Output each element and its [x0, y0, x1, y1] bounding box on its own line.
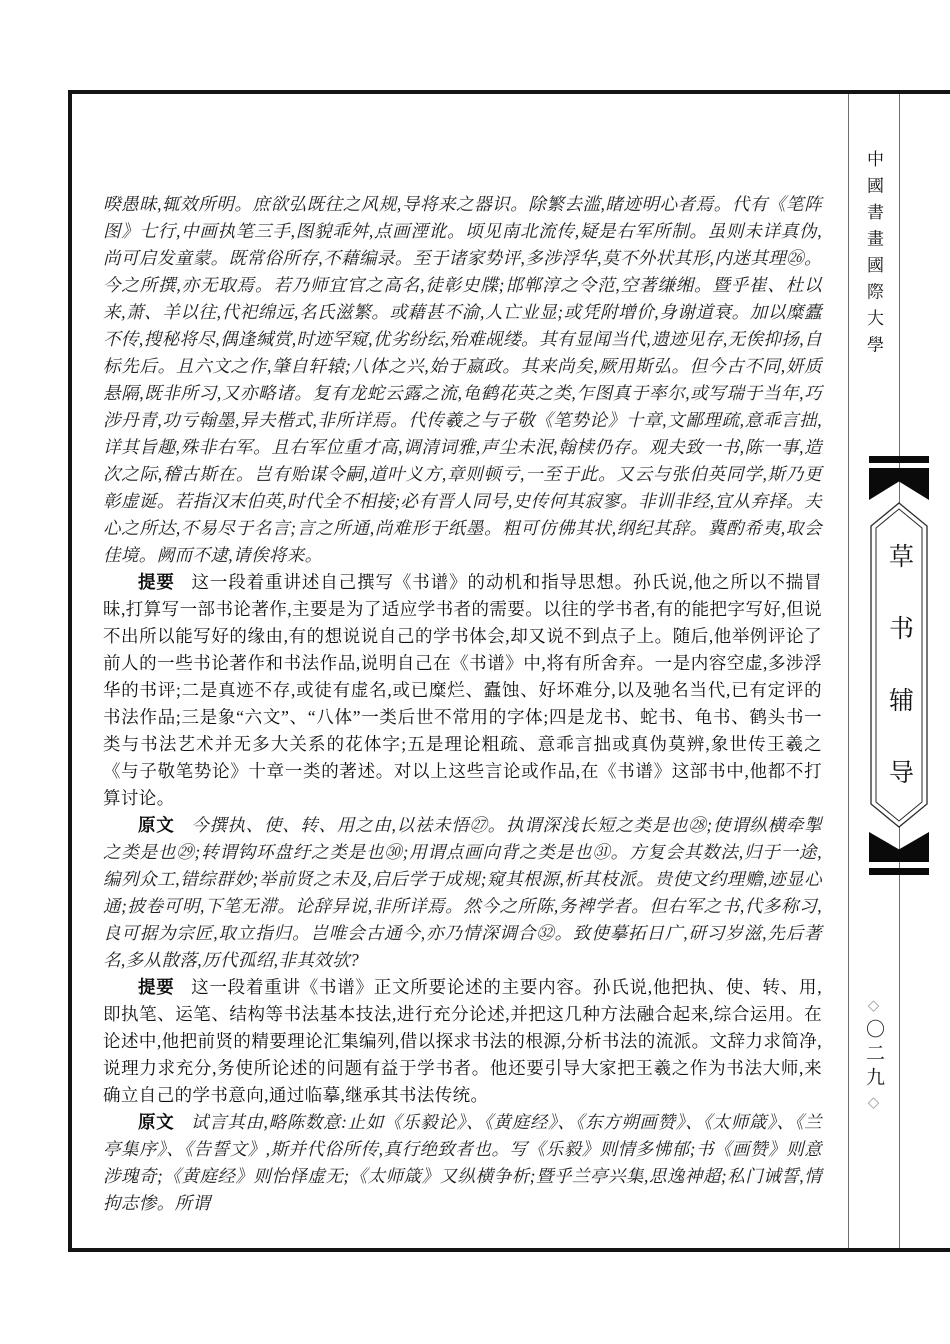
folio: [848, 999, 899, 1111]
chapter-banner: [869, 456, 929, 876]
paragraph-summary-1: [103, 569, 822, 812]
banner-top-bar: [869, 456, 929, 463]
original-text-1: 今撰执、使、转、用之由,以祛未悟㉗。执谓深浅长短之类是也㉘;使谓纵横牵掣之类是也㉙;转谓钩环盘纡之类是也㉚;用谓点画向背之类是也㉛。方复会其数法,归于一途,编列众工,错综群妙;举前贤之未及,启后学于成规;窥其根源,析其枝派。贵使文约理赡,迹显心通;披卷可明,下笔无滞。论辞异说,非所详焉。然今之所陈,务裨学者。但右军之书,代多称习,良可据为宗匠,取立指归。岂唯会古通今,亦乃情深调合㉜。致使摹拓日广,研习岁滋,先后著名,多从散落,历代孤绍,非其效欤?: [103, 815, 822, 970]
section-label-tiyao-1: 提要: [138, 572, 175, 592]
summary-text-2: 这一段着重讲《书谱》正文所要论述的主要内容。孙氏说,他把执、使、转、用,即执笔、运笔、结构等书法基本技法,进行充分论述,并把这几种方法融合起来,综合运用。在论述中,他把前贤的精要理论汇集编列,借以探求书法的根源,分析书法的流派。文辞力求简净,说理力求充分,务使所论述的问题有益于学书者。他还要引导大家把王羲之作为书法大师,来确立自己的学书意向,通过临摹,继承其书法传统。: [103, 977, 822, 1105]
banner-bottom-ribbon: [869, 832, 929, 862]
banner-top-ribbon: [869, 468, 929, 500]
folio-ornament-bottom: ◇: [867, 1095, 880, 1111]
section-label-tiyao-2: 提要: [138, 977, 175, 997]
classical-text: 暌愚昧,辄效所明。庶欲弘既往之风规,导将来之器识。除繁去滥,睹迹明心者焉。代有《笔阵图》七行,中画执笔三手,图貌乖舛,点画湮讹。顷见南北流传,疑是右军所制。虽则未详真伪,尚可启发童蒙。既常俗所存,不藉编录。至于诸家势评,多涉浮华,莫不外状其形,内迷其理㉖。今之所撰,亦无取焉。若乃师宜官之高名,徒彰史牒;邯郸淳之令范,空著缣缃。暨乎崔、杜以来,萧、羊以往,代祀绵远,名氏滋繁。或藉甚不渝,人亡业显;或凭附增价,身谢道衰。加以糜蠹不传,搜秘将尽,偶逢缄赏,时迹罕窥,优劣纷纭,殆难觇缕。其有显闻当代,遗迹见存,无俟抑扬,自标先后。且六文之作,肇自轩辕;八体之兴,始于嬴政。其来尚矣,厥用斯弘。但今古不同,妍质悬隔,既非所习,又亦略诸。复有龙蛇云露之流,龟鹤花英之类,乍图真于率尔,或写瑞于当年,巧涉丹青,功亏翰墨,异夫楷式,非所详焉。代传羲之与子敬《笔势论》十章,文鄙理疏,意乖言拙,详其旨趣,殊非右军。且右军位重才高,调清词雅,声尘未泯,翰椟仍存。观夫致一书,陈一事,造次之际,稽古斯在。岂有贻谋令嗣,道叶义方,章则顿亏,一至于此。又云与张伯英同学,斯乃更彰虚诞。若指汉末伯英,时代全不相接;必有晋人同号,史传何其寂寥。非训非经,宜从弃择。夫心之所达,不易尽于名言;言之所通,尚难形于纸墨。粗可仿佛其状,纲纪其辞。冀酌希夷,取会佳境。阙而不逮,请俟将来。: [103, 194, 822, 565]
summary-text-1: 这一段着重讲述自己撰写《书谱》的动机和指导思想。孙氏说,他之所以不揣冒昧,打算写一部书论著作,主要是为了适应学书者的需要。以往的学书者,有的能把字写好,但说不出所以能写好的缘由,有的想说说自己的学书体会,却又说不到点子上。随后,他举例评论了前人的一些书论著作和书法作品,说明自己在《书谱》中,将有所舍弃。一是内容空虚,多涉浮华的书评;二是真迹不存,或徒有虚名,或已糜烂、蠹蚀、好坏难分,以及驰名当代,已有定评的书法作品;三是象“六文”、“八体”一类后世不常用的字体;四是龙书、蛇书、龟书、鹤头书一类与书法艺术并无多大关系的花体字;五是理论粗疏、意乖言拙或真伪莫辨,象世传王羲之《与子敬笔势论》十章一类的著述。对以上这些言论或作品,在《书谱》这部书中,他都不打算讨论。: [103, 572, 822, 808]
folio-ornament-top: ◇: [867, 998, 880, 1014]
paragraph-original-1: [103, 812, 822, 974]
section-label-yuanwen-1: 原文: [138, 815, 175, 835]
sidebar-university-title: 中國書畫國際大學: [864, 150, 883, 362]
main-text-block: [103, 191, 822, 1217]
page-frame: [68, 90, 950, 1252]
paragraph-original-2: [103, 1109, 822, 1217]
page-number: 〇二九: [863, 1019, 884, 1091]
paragraph-summary-2: [103, 974, 822, 1109]
chapter-title: 草书辅导: [885, 543, 913, 831]
banner-bottom-bar: [869, 868, 929, 875]
section-label-yuanwen-2: 原文: [138, 1112, 175, 1132]
paragraph-classical-continuation: [103, 191, 822, 569]
original-text-2: 试言其由,略陈数意:止如《乐毅论》、《黄庭经》、《东方朔画赞》、《太师箴》、《兰亭集序》、《告誓文》,斯并代俗所传,真行绝致者也。写《乐毅》则情多怫郁;书《画赞》则意涉瑰奇;《黄庭经》则怡怿虚无;《太师箴》又纵横争析;暨乎兰亭兴集,思逸神超;私门诫誓,情拘志惨。所谓: [103, 1112, 822, 1213]
